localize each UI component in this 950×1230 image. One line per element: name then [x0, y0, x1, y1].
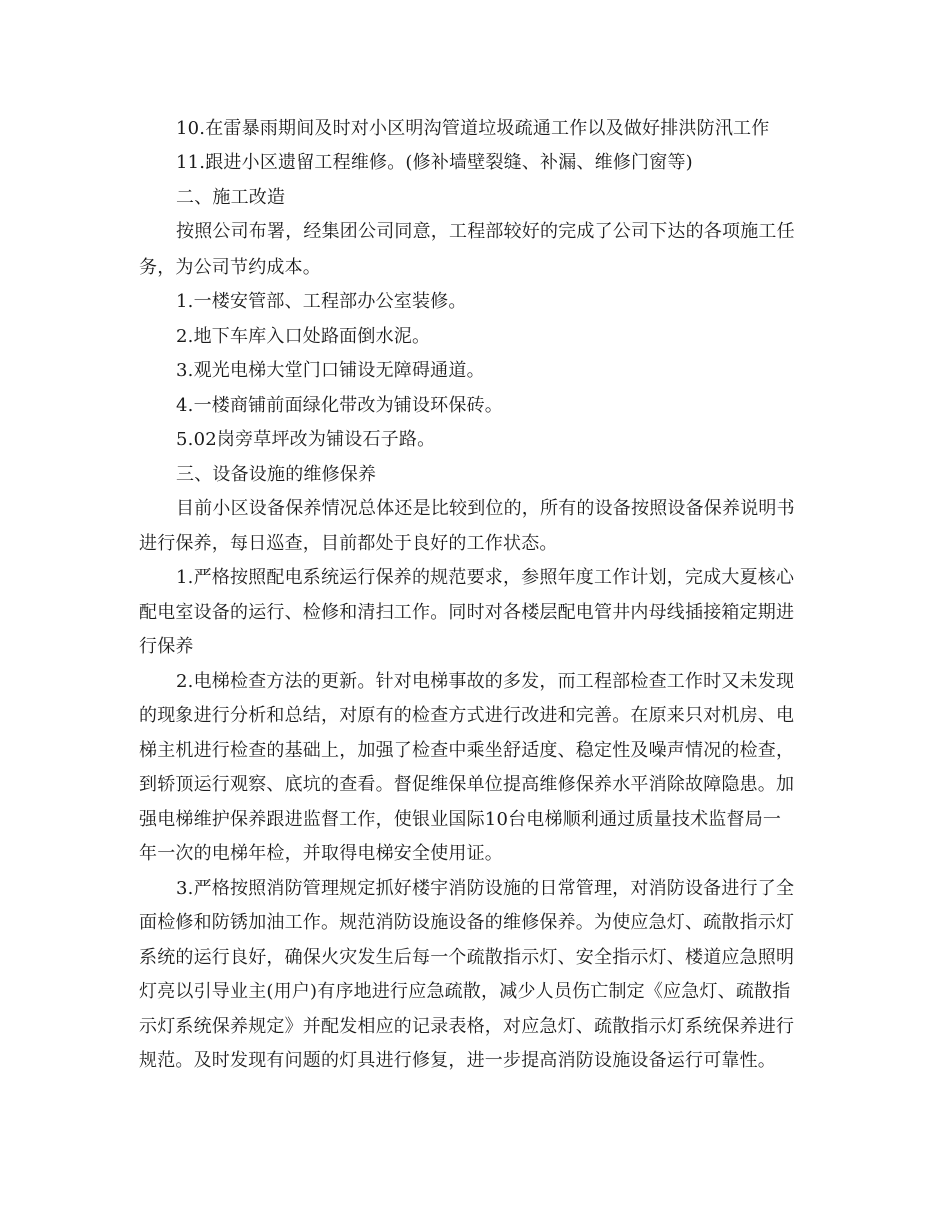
paragraph-line: 示灯系统保养规定》并配发相应的记录表格，对应急灯、疏散指示灯系统保养进行	[139, 1016, 795, 1037]
list-item: 10.在雷暴雨期间及时对小区明沟管道垃圾疏通工作以及做好排洪防汛工作	[176, 118, 770, 139]
paragraph-line: 面检修和防锈加油工作。规范消防设施设备的维修保养。为使应急灯、疏散指示灯	[139, 912, 795, 933]
paragraph-line: 行保养	[139, 636, 194, 657]
paragraph-line: 1.严格按照配电系统运行保养的规范要求，参照年度工作计划，完成大夏核心	[176, 567, 795, 588]
paragraph-line: 到轿顶运行观察、底坑的查看。督促维保单位提高维修保养水平消除故障隐患。加	[139, 774, 795, 795]
list-item: 4.一楼商铺前面绿化带改为铺设环保砖。	[176, 395, 503, 416]
paragraph-line: 进行保养，每日巡查，目前都处于良好的工作状态。	[139, 533, 558, 554]
paragraph-line: 的现象进行分析和总结，对原有的检查方式进行改进和完善。在原来只对机房、电	[139, 705, 795, 726]
paragraph-line: 规范。及时发现有问题的灯具进行修复，进一步提高消防设施设备运行可靠性。	[139, 1050, 776, 1071]
paragraph-line: 按照公司布署，经集团公司同意，工程部较好的完成了公司下达的各项施工任	[176, 221, 795, 242]
paragraph-line: 系统的运行良好，确保火灾发生后每一个疏散指示灯、安全指示灯、楼道应急照明	[139, 947, 795, 968]
section-heading: 三、设备设施的维修保养	[176, 464, 377, 485]
paragraph-line: 年一次的电梯年检，并取得电梯安全使用证。	[139, 843, 503, 864]
paragraph-line: 务，为公司节约成本。	[139, 257, 321, 278]
paragraph-line: 配电室设备的运行、检修和清扫工作。同时对各楼层配电管井内母线插接箱定期进	[139, 602, 795, 623]
list-item: 2.地下车库入口处路面倒水泥。	[176, 326, 431, 347]
paragraph-line: 灯亮以引导业主(用户)有序地进行应急疏散，减少人员伤亡制定《应急灯、疏散指	[139, 981, 791, 1002]
list-item: 11.跟进小区遗留工程维修。(修补墙壁裂缝、补漏、维修门窗等)	[176, 152, 693, 173]
list-item: 5.02岗旁草坪改为铺设石子路。	[176, 429, 436, 450]
section-heading: 二、施工改造	[176, 187, 286, 208]
paragraph-line: 梯主机进行检查的基础上，加强了检查中乘坐舒适度、稳定性及噪声情况的检查，	[139, 740, 795, 761]
list-item: 3.观光电梯大堂门口铺设无障碍通道。	[176, 360, 485, 381]
paragraph-line: 2.电梯检查方法的更新。针对电梯事故的多发，而工程部检查工作时又未发现	[176, 671, 795, 692]
paragraph-line: 目前小区设备保养情况总体还是比较到位的，所有的设备按照设备保养说明书	[176, 498, 795, 519]
list-item: 1.一楼安管部、工程部办公室装修。	[176, 291, 467, 312]
paragraph-line: 强电梯维护保养跟进监督工作，使银业国际10台电梯顺利通过质量技术监督局一	[139, 809, 782, 830]
paragraph-line: 3.严格按照消防管理规定抓好楼宇消防设施的日常管理，对消防设备进行了全	[176, 878, 795, 899]
